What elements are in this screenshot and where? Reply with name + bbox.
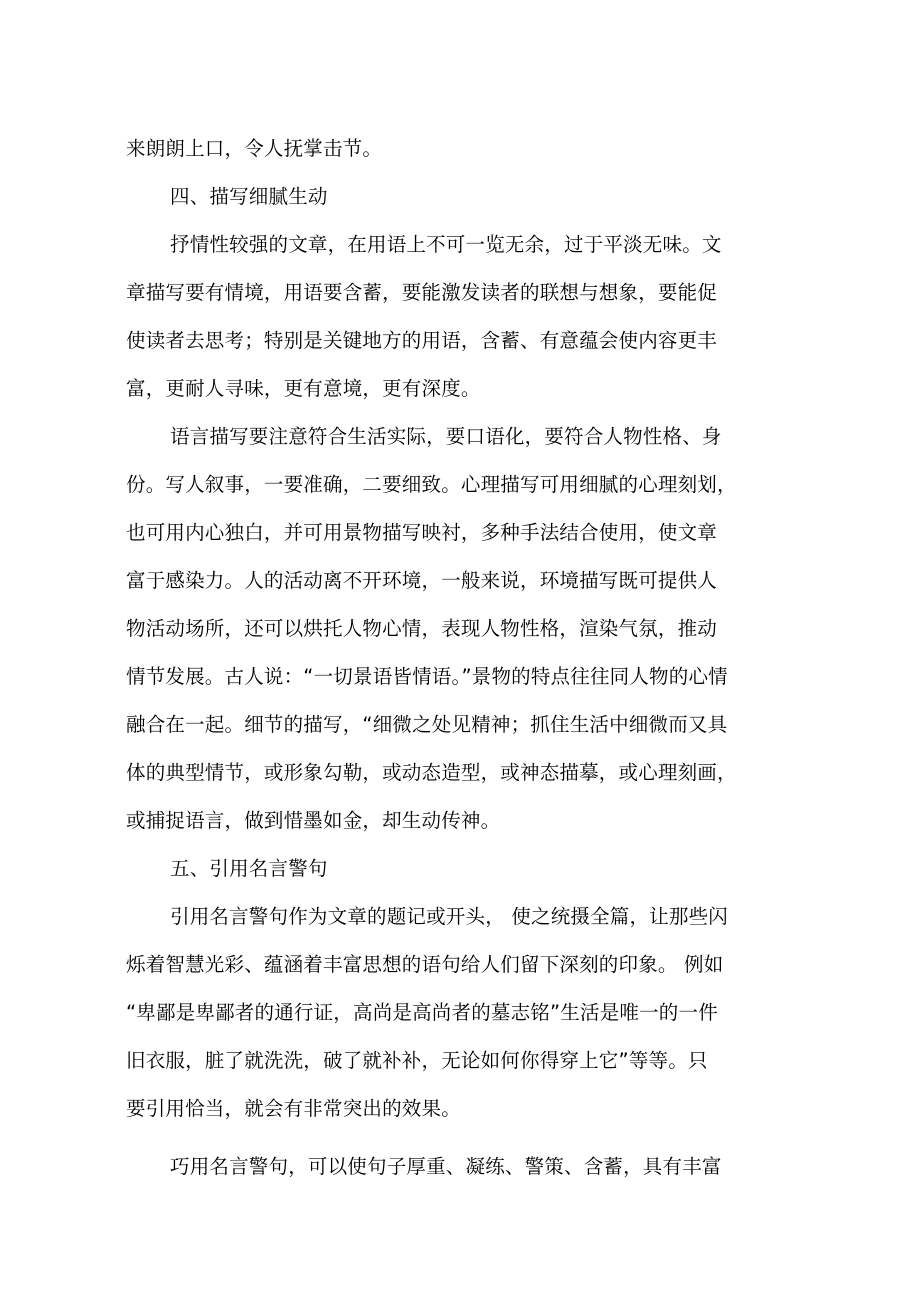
text-line: 体的典型情节，或形象勾勒，或动态造型，或神态描摹，或心理刻画， bbox=[126, 761, 737, 784]
text-line: 富于感染力。人的活动离不开环境，一般来说，环境描写既可提供人 bbox=[126, 569, 718, 592]
text-line: 引用名言警句作为文章的题记或开头， 使之统摄全篇，让那些闪 bbox=[170, 905, 728, 928]
text-line: 要引用恰当，就会有非常突出的效果。 bbox=[126, 1097, 461, 1120]
text-line: 旧衣服，脏了就洗洗，破了就补补，无论如何你得穿上它”等等。只 bbox=[126, 1049, 708, 1072]
text-line: 来朗朗上口，令人抚掌击节。 bbox=[126, 137, 383, 160]
text-line: 语言描写要注意符合生活实际，要口语化，要符合人物性格、身 bbox=[170, 425, 722, 448]
section-heading: 四、描写细腻生动 bbox=[170, 185, 328, 208]
text-line: 也可用内心独白，并可用景物描写映衬，多种手法结合使用，使文章 bbox=[126, 521, 718, 544]
section-heading: 五、引用名言警句 bbox=[170, 857, 328, 880]
text-line: 物活动场所，还可以烘托人物心情，表现人物性格，渲染气氛，推动 bbox=[126, 617, 718, 640]
text-line: 烁着智慧光彩、蕴涵着丰富思想的语句给人们留下深刻的印象。 例如 bbox=[126, 953, 724, 976]
text-line: 富，更耐人寻味，更有意境，更有深度。 bbox=[126, 377, 481, 400]
text-line: 使读者去思考；特别是关键地方的用语，含蓄、有意蕴会使内容更丰 bbox=[126, 329, 718, 352]
text-line: 情节发展。古人说：“一切景语皆情语。”景物的特点往往同人物的心情 bbox=[126, 665, 728, 688]
text-line: 章描写要有情境，用语要含蓄，要能激发读者的联想与想象，要能促 bbox=[126, 281, 718, 304]
text-line: “卑鄙是卑鄙者的通行证，高尚是高尚者的墓志铭”生活是唯一的一件 bbox=[126, 1001, 718, 1024]
text-line: 或捕捉语言，做到惜墨如金，却生动传神。 bbox=[126, 809, 501, 832]
text-line: 份。写人叙事，一要准确，二要细致。心理描写可用细腻的心理刻划， bbox=[126, 473, 737, 496]
text-line: 抒情性较强的文章，在用语上不可一览无余，过于平淡无味。文 bbox=[170, 233, 722, 256]
text-line: 巧用名言警句，可以使句子厚重、凝练、警策、含蓄，具有丰富 bbox=[170, 1155, 722, 1178]
text-line: 融合在一起。细节的描写，“细微之处见精神；抓住生活中细微而又具 bbox=[126, 713, 728, 736]
